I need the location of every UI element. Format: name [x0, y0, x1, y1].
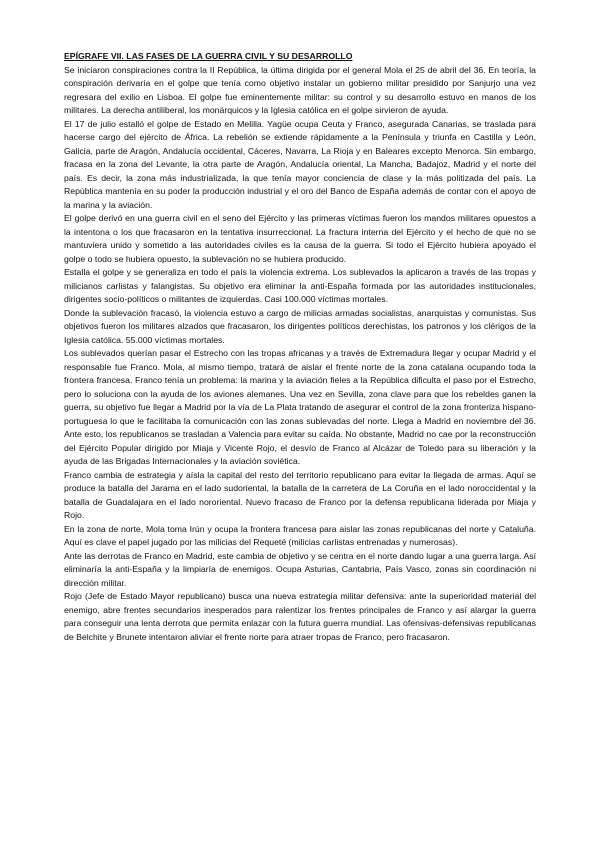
- paragraph-conspiracion: Se iniciaron conspiraciones contra la II República, la última dirigida por el general Mola el 25 de abril del 36. En teoría, la conspiración derivaría en el golpe que tenía como objetivo instalar un gobierno militar presidido por Sanjurjo una vez regresara del exilio en Lisboa. El golpe fue eminentemente militar: su control y su desarrollo estuvo en manos de los militares. La derecha antiliberal, los monárquicos y la Iglesia católica en el golpe sirvieron de ayuda.: [64, 64, 536, 115]
- document-title: EPÍGRAFE VII. LAS FASES DE LA GUERRA CIVIL Y SU DESARROLLO: [64, 51, 353, 61]
- paragraph-golpe-17-julio: El 17 de julio estalló el golpe de Estado en Melilla. Yagüe ocupa Ceuta y Franco, asegurada Canarias, se traslada para hacerse cargo del ejército de África. La rebelión se extiende rápidamente a la Península y triunfa en Castilla y León, Galicia, parte de Aragón, Andalucía occidental, Cáceres, Navarra, La Rioja y en Baleares excepto Menorca. Sin embargo, fracasa en la zona del Levante, la otra parte de Aragón, Andalucía oriental, La Mancha, Badajoz, Madrid y el norte del país. Es decir, la zona más industrializada, la que tenía mayor conciencia de clase y la más politizada del país. La República mantenía en su poder la producción industrial y el oro del Banco de España además de contar con el apoyo de la marina y la aviación.: [64, 118, 536, 210]
- paragraph-guerra-larga: Ante las derrotas de Franco en Madrid, este cambia de objetivo y se centra en el norte dando lugar a una guerra larga. Así eliminaría la anti-España y la limpiaría de enemigos. Ocupa Asturias, Cantabria, País Vasco, zonas sin coordinación ni dirección militar.: [64, 550, 536, 588]
- document-page: [64, 50, 536, 644]
- paragraph-avance-madrid: Los sublevados querían pasar el Estrecho con las tropas africanas y a través de Extremadura llegar y ocupar Madrid y el responsable fue Franco. Mola, al mismo tiempo, tratará de aislar el frente norte de la zona catalana ocupando toda la frontera francesa. Franco tenía un problema: la marina y la aviación fieles a la República dificulta el paso por el Estrecho, pero lo soluciona con la ayuda de los aviones alemanes. Una vez en Sevilla, zona clave para que los rebeldes ganen la guerra, su objetivo fue llegar a Madrid por la vía de La Plata tratando de asegurar el control de la zona fronteriza hispano-portuguesa lo que le facilitaba la comunicación con las zonas sublevadas del norte. Llega a Madrid en noviembre del 36. Ante esto, los republicanos se trasladan a Valencia para evitar su caída. No obstante, Madrid no cae por la reconstrucción del Ejército Popular dirigido por Miaja y Vicente Rojo, el desvío de Franco al Alcázar de Toledo para su liberación y la ayuda de las Brigadas Internacionales y la aviación soviética.: [64, 348, 536, 466]
- paragraph-guerra-civil-ejercito: El golpe derivó en una guerra civil en el seno del Ejército y las primeras víctimas fueron los mandos militares opuestos a la intentona o los que fracasaron en la tentativa insurreccional. La fractura interna del Ejército y el hecho de que no se mantuviera unido y sometido a las autoridades civiles es la causa de la guerra. Si todo el Ejército hubiera apoyado el golpe o todo se hubiera opuesto, la sublevación no se hubiera producido.: [64, 213, 536, 264]
- paragraph-estrategia-rojo: Rojo (Jefe de Estado Mayor republicano) busca una nueva estrategia militar defensiva: ante la superioridad material del enemigo, abre frentes secundarios inesperados para ralentizar los frentes principales de Franco y así alargar la guerra para conseguir una lenta derrota que permita enlazar con la futura guerra mundial. Las ofensivas-defensivas republicanas de Belchite y Brunete intentaron aliviar el frente norte para atraer tropas de Franco, pero fracasaron.: [64, 591, 536, 642]
- paragraph-cambio-estrategia: Franco cambia de estrategia y aísla la capital del resto del territorio republicano para evitar la llegada de armas. Aquí se produce la batalla del Jarama en el lado sudoriental, la batalla de la carretera de La Coruña en el lado noroccidental y la batalla de Guadalajara en el lado nororiental. Nuevo fracaso de Franco por la defensa republicana liderada por Miaja y Rojo.: [64, 469, 536, 520]
- paragraph-violencia-sublevados: Estalla el golpe y se generaliza en todo el país la violencia extrema. Los sublevados la aplicaron a través de las tropas y milicianos carlistas y falangistas. Su objetivo era eliminar la anti-España formada por las autoridades institucionales, dirigentes socio-políticos o militantes de izquierdas. Casi 100.000 víctimas mortales.: [64, 267, 536, 304]
- paragraph-zona-norte: En la zona de norte, Mola toma Irún y ocupa la frontera francesa para aislar las zonas republicanas del norte y Cataluña. Aquí es clave el papel jugado por las milicias del Requeté (milicias carlistas entrenadas y numerosas).: [64, 523, 536, 547]
- paragraph-violencia-republicana: Donde la sublevación fracasó, la violencia estuvo a cargo de milicias armadas socialistas, anarquistas y comunistas. Sus objetivos fueron los militares alzados que fracasaron, los dirigentes políticos derechistas, los patronos y los clérigos de la Iglesia católica. 55.000 víctimas mortales.: [64, 307, 536, 345]
